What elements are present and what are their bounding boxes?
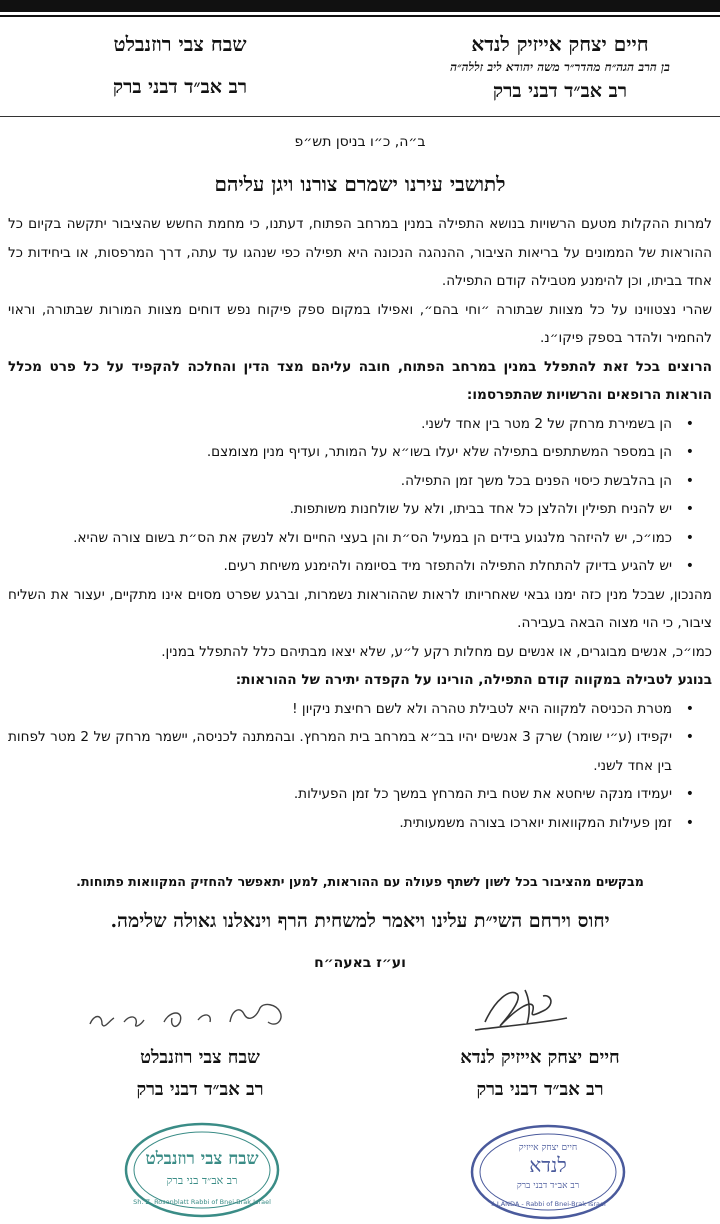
- intro-paragraph-2: שהרי נצטווינו על כל מצוות שבתורה ״וחי בהם״, ואפילו במקום ספק פיקוח נפש דוחים מצוות המורות שבתורה, וראוי להחמיר ולהדר בספק פיקו״נ.: [8, 301, 712, 346]
- stamp-left: [122, 1120, 282, 1220]
- list-item: • כמו״כ, יש להיזהר מלנגוע בידים הן במעיל הס״ת והן בעצי החיים ולא לנשק את הס״ת בשום צורה שהיא.: [8, 524, 672, 553]
- header-right-lineage: בן הרב הגה״ח מהדר״ר משה יהודא ליב זללה״ה: [450, 60, 670, 74]
- stamp-right-line2: לנדא: [529, 1153, 567, 1177]
- list-item: • הן במספר המשתתפים בתפילה שלא יעלו בשו״א על המותר, ועדיף מנין מצומצם.: [8, 438, 672, 467]
- intro-paragraph-1: למרות ההקלות מטעם הרשויות בנושא התפילה במנין במרחב הפתוח, דעתנו, כי מחמת החשש שהציבור יתקשה בקיום כל ההוראות של הממונים על בריאות הציבור, ההנהגה הנכונה היא תפילה כפי שנהגו עד עתה, דרך המרפסות, או ביחידות כל אחד בביתו, וכן להימנע מטבילה קודם התפילה.: [8, 216, 712, 289]
- letter-headline: לתושבי עירנו ישמרם צורנו ויגן עליהם: [214, 172, 506, 196]
- list-item: • יקפידו (ע״י שומר) שרק 3 אנשים יהיו בב״א במרחב בית המרחץ. ובהמתנה לכניסה, יישמר מרחק של 2 מטר לפחות בין אחד לשני.: [8, 723, 672, 780]
- middle-paragraph-1: מהנכון, שבכל מנין כזה ימנו גבאי שאחריותו לראות שההוראות נשמרות, וברגע שפרט מסוים אינו מתקיים, יעצור את השליח ציבור, כי הוי מצוה הבאה בעבירה.: [8, 586, 712, 631]
- section1-heading: הרוצים בכל זאת להתפלל במנין במרחב הפתוח, חובה עליהם מצד הדין והחלכה להקפיד על כל פרט מכלל הוראות הרופאים והרשויות שהתפרסמו:: [8, 358, 712, 403]
- stamp-right-line1: חיים יצחק אייזיק: [518, 1143, 578, 1153]
- header-right: [400, 30, 720, 106]
- list-item: • יש להגיע בדיוק להתחלת התפילה ולהתפזר מיד בסיומה ולהימנע משיחת רעים.: [8, 552, 672, 581]
- signature-left-handwritten: [80, 992, 310, 1042]
- list-item: • הן בשמירת מרחק של 2 מטר בין אחד לשני.: [8, 410, 672, 439]
- header-divider: [0, 116, 720, 117]
- list-item: • מטרת הכניסה למקווה היא לטבילת טהרה ולא לשם רחיצת ניקיון !: [8, 695, 672, 724]
- signature-right: [400, 1042, 680, 1106]
- stamp-right: [468, 1120, 628, 1220]
- section1-list: [8, 410, 712, 581]
- stamp-right-line3: רב אב״ד דבני ברק: [516, 1181, 580, 1191]
- middle-paragraph-2: כמו״כ, אנשים מבוגרים, או אנשים עם מחלות רקע ל״ע, שלא יצאו מבתיהם כלל להתפלל במנין.: [161, 643, 712, 660]
- signature-left-name: שבח צבי רוזנבלט: [140, 1047, 260, 1068]
- closing-blessing: יחוס וירחם השי״ת עלינו ויאמר למשחית הרף וינאלנו גאולה שלימה.: [110, 910, 610, 932]
- signature-right-handwritten: [455, 980, 585, 1040]
- signature-right-name: חיים יצחק אייזיק לנדא: [460, 1047, 620, 1068]
- letter-date: ב״ה, כ״ו בניסן תש״פ: [294, 134, 426, 150]
- signature-left: [80, 1042, 320, 1106]
- header-left: [60, 30, 300, 102]
- header-left-name: שבח צבי רוזנבלט: [113, 32, 247, 56]
- list-item: • זמן פעילות המקוואות יוארכו בצורה משמעותית.: [8, 809, 672, 838]
- list-item: • יעמידו מנקה שיחטא את שטח בית המרחץ במשך כל זמן הפעילות.: [8, 780, 672, 809]
- section2-list: [8, 695, 712, 838]
- stamp-right-latin: Y. LANDA - Rabbi of Bnei-Brak Israel: [490, 1200, 606, 1208]
- letter-body: [8, 210, 712, 837]
- section2-heading: בנוגע לטבילה במקווה קודם התפילה, הורינו על הקפדה יתירה של ההוראות:: [235, 672, 712, 688]
- closing-request: מבקשים מהציבור בכל לשון לשתף פעולה עם ההוראות, למען יתאפשר להחזיק המקוואות פתוחות.: [76, 874, 644, 889]
- stamp-left-latin: Sh. Z. Rosenblatt Rabbi of Bnei-Brak Israel: [133, 1198, 271, 1206]
- top-border-thin: [0, 15, 720, 17]
- stamp-left-line1: שבח צבי רוזנבלט: [145, 1149, 259, 1169]
- closing-signoff: וע״ז באעה״ח: [314, 955, 406, 971]
- signature-left-title: רב אב״ד דבני ברק: [136, 1079, 264, 1100]
- list-item: • יש להניח תפילין ולהלצן כל אחד בביתו, ולא על שולחנות משותפות.: [8, 495, 672, 524]
- list-item: • הן בהלבשת כיסוי הפנים בכל משך זמן התפילה.: [8, 467, 672, 496]
- header-left-title: רב אב״ד דבני ברק: [112, 76, 248, 98]
- header-right-name: חיים יצחק אייזיק לנדא: [471, 32, 649, 56]
- header-right-title: רב אב״ד דבני ברק: [492, 80, 628, 102]
- top-border-thick: [0, 0, 720, 12]
- signature-right-title: רב אב״ד דבני ברק: [476, 1079, 604, 1100]
- stamp-left-line2: רב אב״ד בני ברק: [166, 1174, 238, 1187]
